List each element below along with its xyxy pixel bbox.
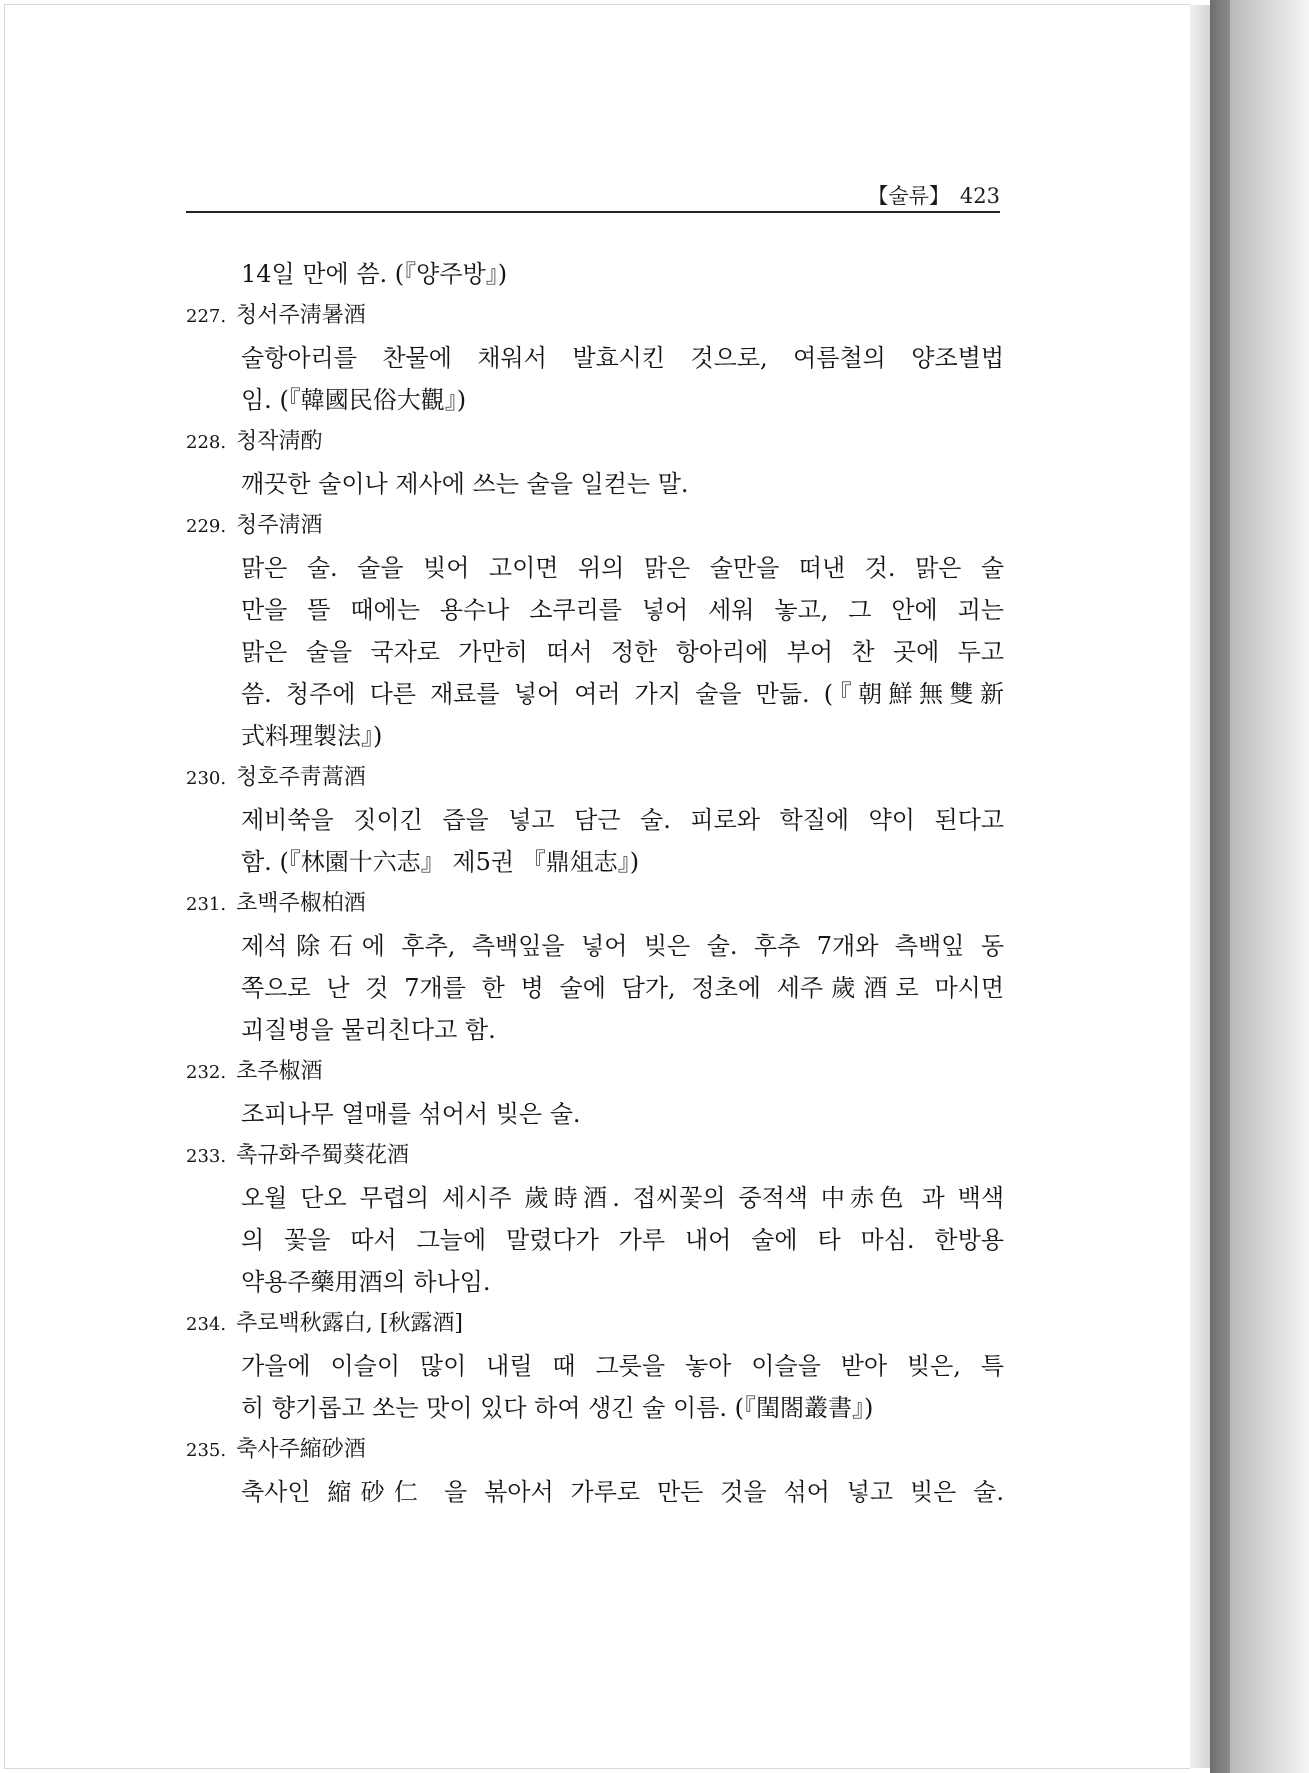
entry-number: 234. <box>186 1314 227 1335</box>
entry-number: 231. <box>186 894 227 915</box>
entry-term: 청작淸酌 <box>236 429 323 454</box>
definition-text: 깨끗한 술이나 제사에 쓰는 술을 일컫는 말. <box>241 470 689 498</box>
definition-text: 축사인 縮砂仁 을 볶아서 가루로 만든 것을 섞어 넣고 빚은 술. <box>241 1478 1004 1506</box>
definition-text: 조피나무 열매를 섞어서 빚은 술. <box>241 1100 581 1128</box>
entry-definition-line <box>186 925 1004 967</box>
entry-definition-line <box>186 1387 1004 1429</box>
entry-definition-line <box>186 1177 1004 1219</box>
entry-heading <box>186 1135 1004 1177</box>
entry-definition-line <box>186 967 1004 1009</box>
entry-term: 청주淸酒 <box>236 513 323 538</box>
entry-heading <box>186 757 1004 799</box>
definition-text: 오월 단오 무렵의 세시주 歲時酒. 접씨꽃의 중적색 中赤色 과 백색 <box>241 1184 1004 1212</box>
entry-definition-line <box>186 799 1004 841</box>
entry-heading <box>186 1429 1004 1471</box>
entry-definition-line <box>186 1471 1004 1513</box>
definition-text: 맑은 술을 국자로 가만히 떠서 정한 항아리에 부어 찬 곳에 두고 <box>241 638 1004 666</box>
entry-definition-line <box>186 337 1004 379</box>
entry-term: 축사주縮砂酒 <box>236 1437 366 1462</box>
entry-term: 추로백秋露白, [秋露酒] <box>236 1311 463 1336</box>
definition-text: 14일 만에 씀. (『양주방』) <box>241 260 508 288</box>
page-edge-fade <box>1230 0 1309 1773</box>
entry-term: 초주椒酒 <box>236 1059 323 1084</box>
entry-number: 230. <box>186 768 227 789</box>
definition-text: 임. (『韓國民俗大觀』) <box>241 386 467 414</box>
page-edge-shadow <box>1210 0 1230 1773</box>
definition-text: 함. (『林園十六志』 제5권 『鼎俎志』) <box>241 848 640 876</box>
entry-definition-line <box>186 673 1004 715</box>
definition-text: 히 향기롭고 쏘는 맛이 있다 하여 생긴 술 이름. (『閨閤叢書』) <box>241 1394 874 1422</box>
entry-number: 232. <box>186 1062 227 1083</box>
entry-heading <box>186 421 1004 463</box>
glossary-entries <box>186 253 1004 1513</box>
section-title: 【술류】 <box>867 184 950 208</box>
entry-definition-line <box>186 1009 1004 1051</box>
entry-definition-line <box>186 1345 1004 1387</box>
running-head <box>840 180 1000 210</box>
entry-heading <box>186 505 1004 547</box>
entry-definition-line <box>186 1261 1004 1303</box>
entry-number: 228. <box>186 432 227 453</box>
definition-text: 쪽으로 난 것 7개를 한 병 술에 담가, 정초에 세주歲酒로 마시면 <box>241 974 1004 1002</box>
entry-number: 233. <box>186 1146 227 1167</box>
definition-text: 만을 뜰 때에는 용수나 소쿠리를 넣어 세워 놓고, 그 안에 괴는 <box>241 596 1004 624</box>
entry-definition-line <box>186 463 1004 505</box>
entry-heading <box>186 883 1004 925</box>
definition-text: 의 꽃을 따서 그늘에 말렸다가 가루 내어 술에 타 마심. 한방용 <box>241 1226 1004 1254</box>
entry-term: 초백주椒柏酒 <box>236 891 366 916</box>
entry-heading <box>186 295 1004 337</box>
definition-text: 괴질병을 물리친다고 함. <box>241 1016 496 1044</box>
entry-definition-line <box>186 1219 1004 1261</box>
page-number: 423 <box>959 184 1000 208</box>
definition-text: 가을에 이슬이 많이 내릴 때 그릇을 놓아 이슬을 받아 빚은, 특 <box>241 1352 1004 1380</box>
header-rule <box>186 211 1000 213</box>
definition-text: 제비쑥을 짓이긴 즙을 넣고 담근 술. 피로와 학질에 약이 된다고 <box>241 806 1004 834</box>
entry-definition-line <box>186 1093 1004 1135</box>
entry-definition-line <box>186 547 1004 589</box>
entry-term: 청서주淸暑酒 <box>236 303 366 328</box>
entry-definition-line <box>186 631 1004 673</box>
entry-definition-line <box>186 589 1004 631</box>
entry-heading <box>186 1303 1004 1345</box>
entry-term: 촉규화주蜀葵花酒 <box>236 1143 410 1168</box>
entry-number: 235. <box>186 1440 227 1461</box>
entry-definition-line <box>186 253 1004 295</box>
entry-number: 229. <box>186 516 227 537</box>
entry-definition-line <box>186 379 1004 421</box>
entry-definition-line <box>186 715 1004 757</box>
entry-definition-line <box>186 841 1004 883</box>
entry-heading <box>186 1051 1004 1093</box>
definition-text: 술항아리를 찬물에 채워서 발효시킨 것으로, 여름철의 양조별법 <box>241 344 1004 372</box>
definition-text: 式料理製法』) <box>241 722 383 750</box>
definition-text: 약용주藥用酒의 하나임. <box>241 1268 491 1296</box>
page-edge-light <box>1190 5 1210 1768</box>
entry-number: 227. <box>186 306 227 327</box>
entry-term: 청호주靑蒿酒 <box>236 765 366 790</box>
definition-text: 씀. 청주에 다른 재료를 넣어 여러 가지 술을 만듦. (『朝鮮無雙新 <box>241 680 1004 708</box>
definition-text: 제석除石에 후추, 측백잎을 넣어 빚은 술. 후추 7개와 측백잎 동 <box>241 932 1004 960</box>
definition-text: 맑은 술. 술을 빚어 고이면 위의 맑은 술만을 떠낸 것. 맑은 술 <box>241 554 1004 582</box>
